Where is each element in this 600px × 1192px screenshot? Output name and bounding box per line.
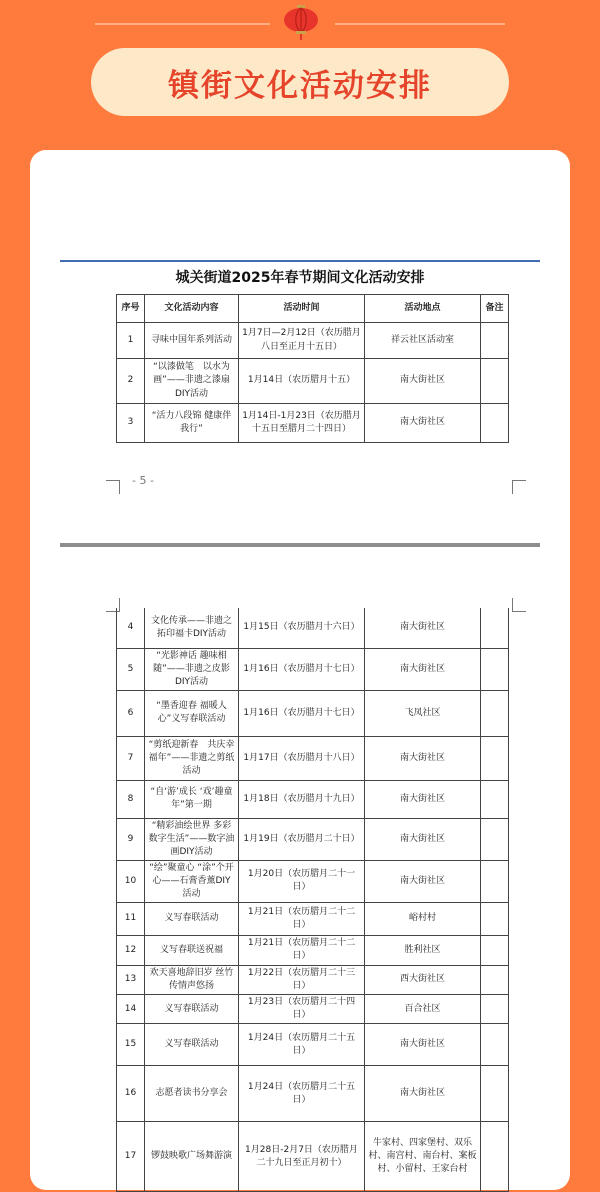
decor-line-right [335,23,505,25]
table-row: 6 “墨香迎春 福暖人心”义写春联活动 1月16日（农历腊月十七日） 飞凤社区 [117,690,509,736]
table-row: 5 “光影神话 趣味相随”——非遗之皮影DIY活动 1月16日（农历腊月十七日） 南大街社区 [117,648,509,690]
table-row: 3 “活力八段锦 健康伴我行” 1月14日-1月23日（农历腊月十五日至腊月二十四日） 南大街社区 [117,404,509,443]
page-separator [60,543,540,547]
activity-table-page-2 [116,608,509,1192]
column-header: 备注 [481,295,509,323]
page-corner-mark [106,480,120,494]
table-row: 10 “绘”聚童心 “涂”个开心——石膏香薰DIY活动 1月20日（农历腊月二十一日） 南大街社区 [117,860,509,902]
page-corner-mark [512,598,526,612]
table-row: 9 “精彩油绘世界 多彩数字生活”——数字油画DIY活动 1月19日（农历腊月二十日） 南大街社区 [117,818,509,860]
table-row: 1 寻味中国年系列活动 1月7日—2月12日（农历腊月八日至正月十五日） 祥云社区活动室 [117,323,509,359]
table-row: 17 锣鼓映歌广场舞游演 1月28日-2月7日（农历腊月二十九日至正月初十） 牛家村、四家堡村、双乐村、南宫村、南台村、案板村、小留村、王家台村 [117,1122,509,1192]
column-header: 文化活动内容 [145,295,239,323]
table-row: 15 义写春联活动 1月24日（农历腊月二十五日） 南大街社区 [117,1024,509,1066]
document-header-rule [60,260,540,262]
column-header: 活动地点 [365,295,481,323]
lantern-icon [282,4,320,40]
table-row: 4 文化传承——非遗之拓印福卡DIY活动 1月15日（农历腊月十六日） 南大街社区 [117,608,509,648]
page-title: 镇街文化活动安排 [91,48,509,116]
table-row: 14 义写春联活动 1月23日（农历腊月二十四日） 百合社区 [117,995,509,1024]
column-header: 序号 [117,295,145,323]
activity-table-page-1 [116,294,509,443]
page-number: - 5 - [132,474,154,487]
table-row: 2 “以漆做笔 以水为画”——非遗之漆扇DIY活动 1月14日（农历腊月十五） 南大街社区 [117,359,509,404]
table-row: 16 志愿者读书分享会 1月24日（农历腊月二十五日） 南大街社区 [117,1066,509,1122]
table-row: 11 义写春联活动 1月21日（农历腊月二十二日） 峪村村 [117,902,509,935]
page-corner-mark [512,480,526,494]
document-card [30,150,570,1190]
table-row: 7 “剪纸迎新春 共庆幸福年”——非遗之剪纸活动 1月17日（农历腊月十八日） 南大街社区 [117,736,509,780]
decor-line-left [95,23,270,25]
document-title: 城关街道2025年春节期间文化活动安排 [175,270,425,286]
table-row: 12 义写春联送祝福 1月21日（农历腊月二十二日） 胜利社区 [117,935,509,965]
table-row: 8 “自‘游’成长 ‘戏’趣童年”第一期 1月18日（农历腊月十九日） 南大街社区 [117,780,509,818]
column-header: 活动时间 [239,295,365,323]
header-decoration [0,0,600,40]
table-header-row [117,295,509,323]
table-row: 13 欢天喜地辞旧岁 丝竹传情声悠扬 1月22日（农历腊月二十三日） 西大街社区 [117,965,509,994]
